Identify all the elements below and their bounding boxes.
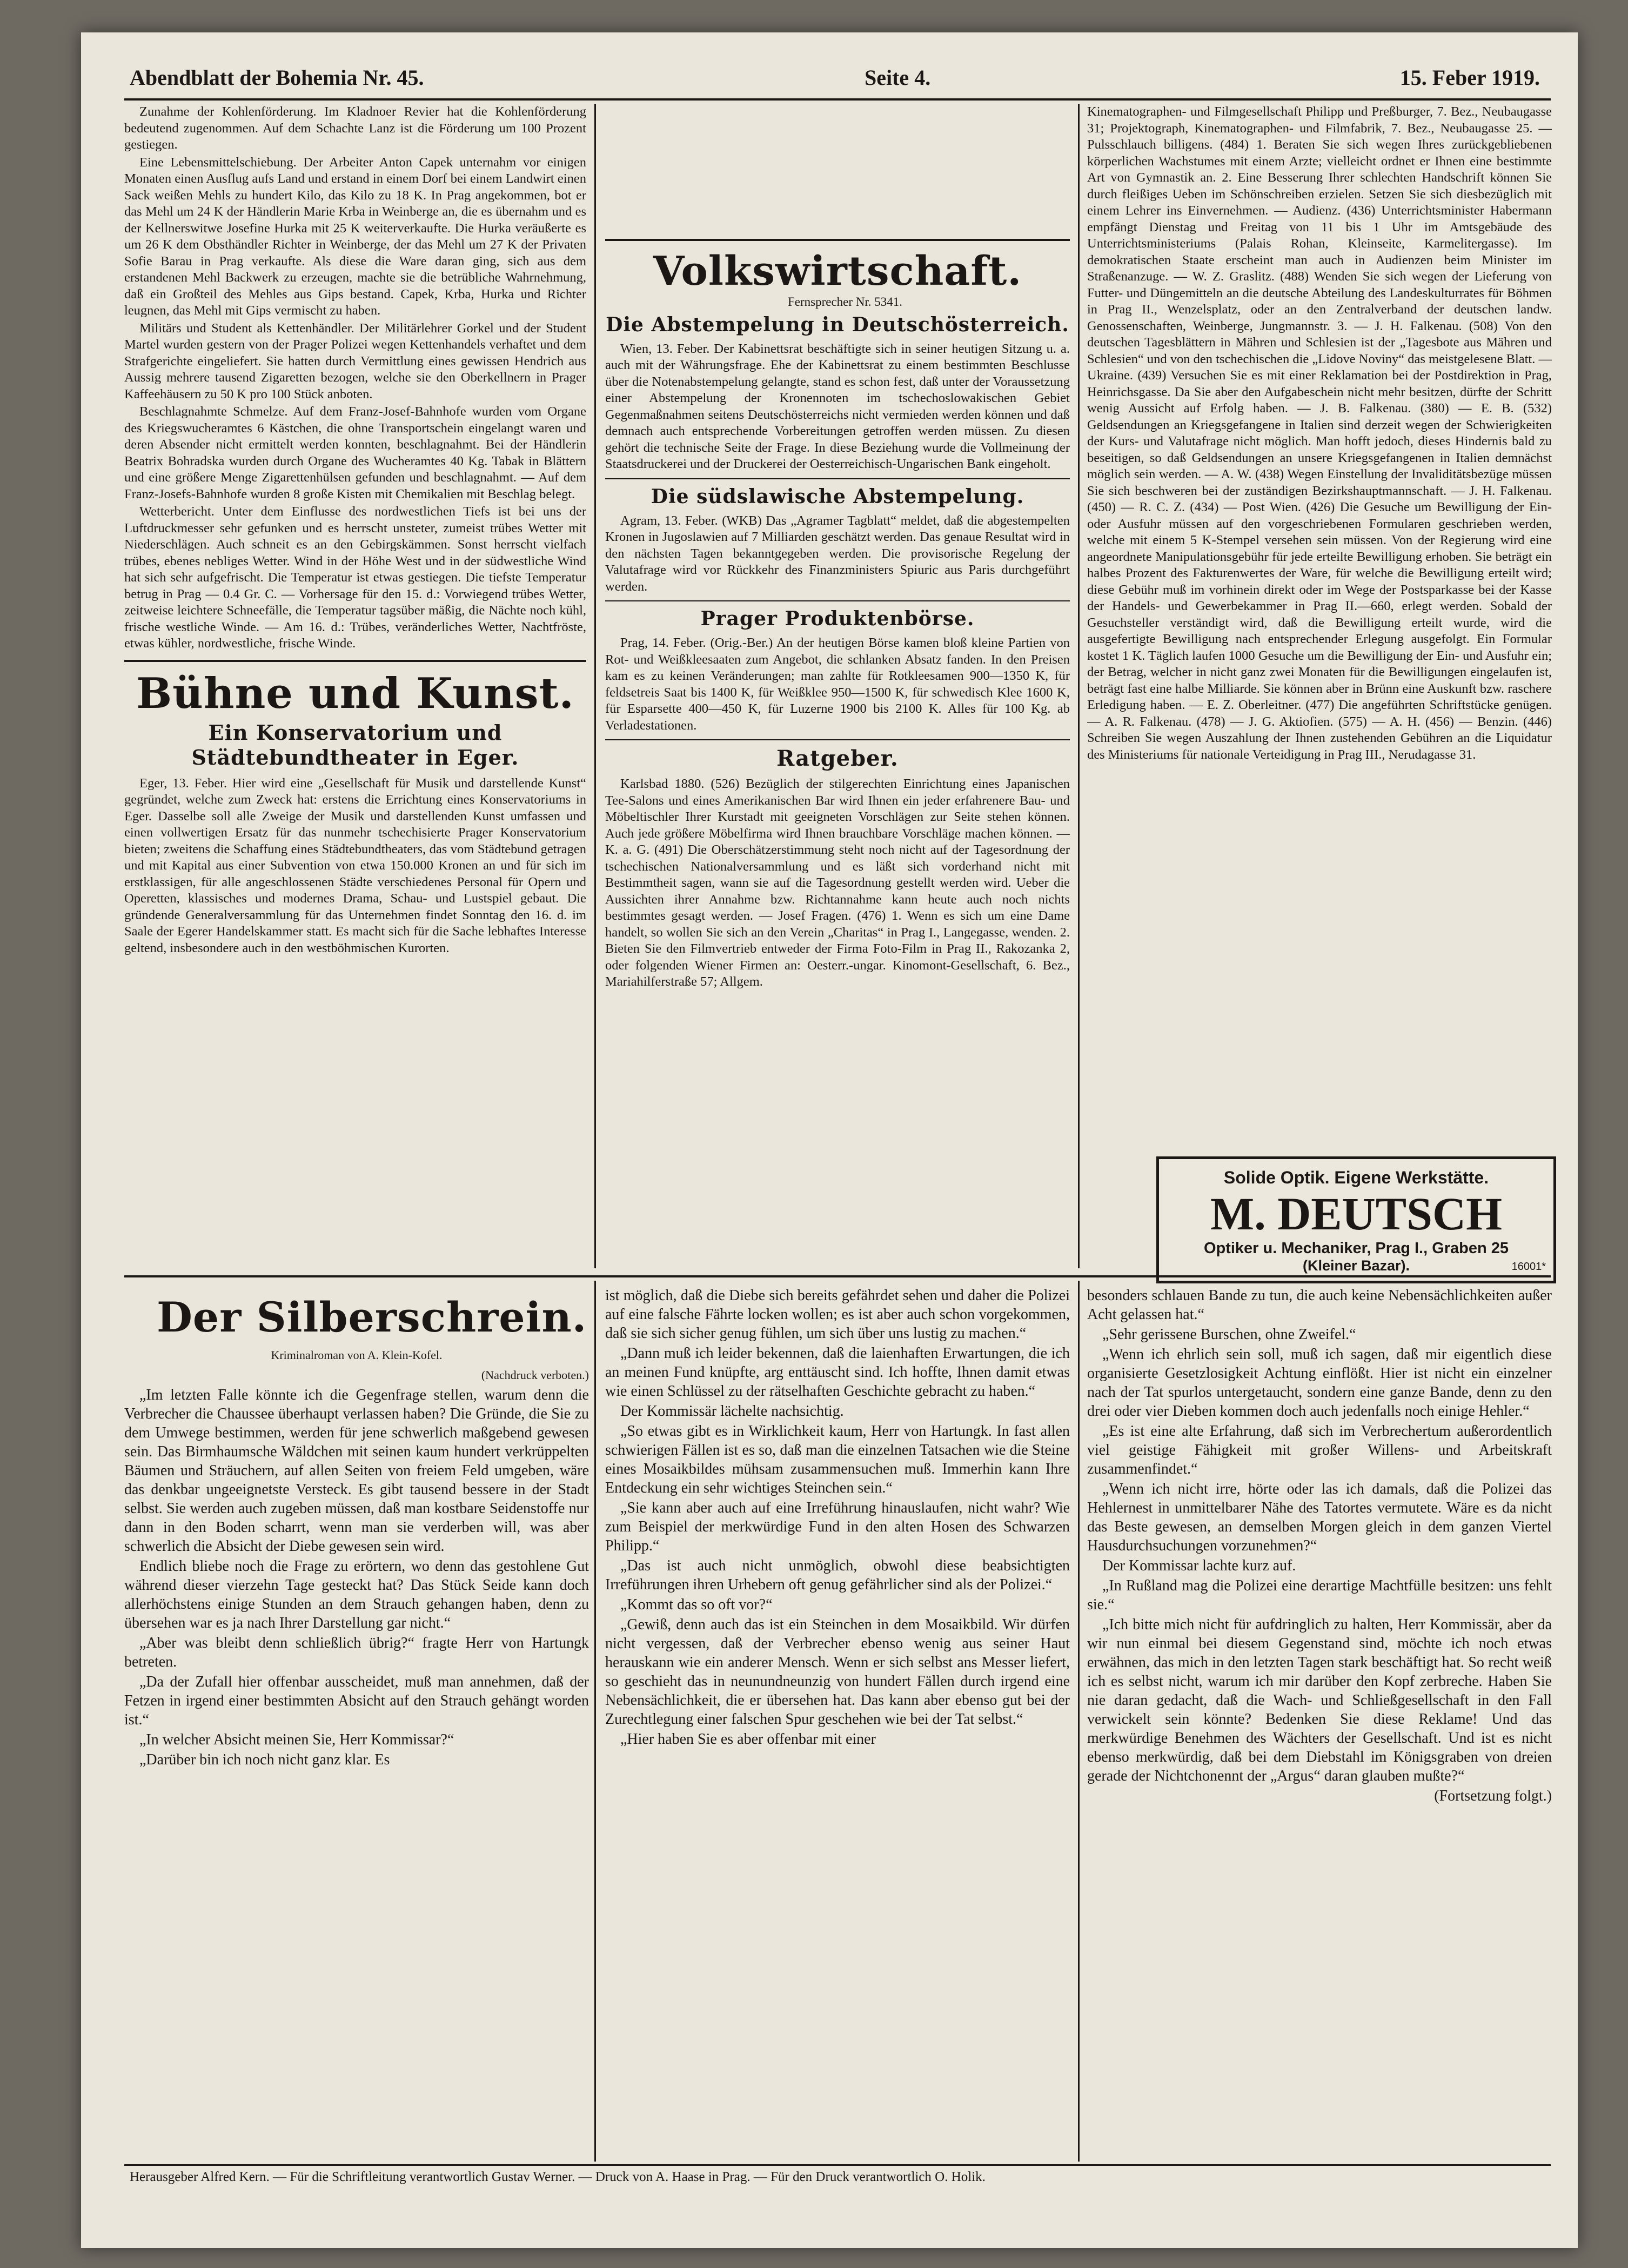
section-rule	[605, 600, 1070, 601]
novel-paragraph: „Wenn ich nicht irre, hörte oder las ich damals, daß die Polizei das Hehlernest in unmittelbarer Nähe des Tatortes vermutete. Wäre es da nicht das Beste gewesen, an demselben Morgen gleich in dem ganzen Viertel Hausdurchsuchungen vorzunehmen?“	[1087, 1481, 1552, 1554]
ad-code: 16001*	[1511, 1261, 1546, 1273]
section-rule	[605, 478, 1070, 479]
article-body: Agram, 13. Feber. (WKB) Das „Agramer Tagblatt“ meldet, daß die abgestempelten Kronen in Jugoslawien auf 7 Milliarden geschätzt werden. Das genaue Resultat wird in den nächsten Tagen bekanntgegeben werden. Die provisorische Regelung der Valutafrage wird vor Rückkehr des Finanzministers Spiuric aus Paris durchgeführt werden.	[605, 513, 1070, 594]
article-body: Prag, 14. Feber. (Orig.-Ber.) An der heutigen Börse kamen bloß kleine Partien von Rot- und Weißkleesaaten zum Angebot, die schlanken Absatz fanden. In den Preisen kam es zu keinen Veränderungen; man zahlte für Rotkleesamen 900—1350 K, für feldsetreis Saat bis 1400 K, für Weißklee 950—1500 K, für schwedisch Klee 1600 K, für Esparsette 400—450 K, für Luzerne 1900 bis 2100 K. Alles für 100 Kg. ab Verladestationen.	[605, 635, 1070, 733]
feuilleton-rule	[124, 1275, 1551, 1277]
news-item: Militärs und Student als Kettenhändler. Der Militärlehrer Gorkel und der Student Martel wurden gestern von der Prager Polizei wegen Kettenhandels verhaftet und dem Strafgerichte eingeliefert. Sie hatten durch Vermittlung eines gewissen Hendrich aus Aussig mehrere tausend Zigaretten bezogen, welche sie den Oberkellnern in Prager Kaffeehäusern zu 50 K pro 100 Stück anboten.	[124, 320, 586, 402]
column-divider	[1078, 104, 1080, 1268]
novel-paragraph: ist möglich, daß die Diebe sich bereits gefährdet sehen und daher die Polizei auf eine falsche Fährte locken wollen; es ist aber auch schon vorgekommen, daß sie sich sicher genug fühlen, um sich über uns lustig zu machen.“	[605, 1287, 1070, 1342]
article-body: Eger, 13. Feber. Hier wird eine „Gesellschaft für Musik und darstellende Kunst“ gegründet, welche zum Zweck hat: erstens die Errichtung eines Konservatoriums in Eger. Dasselbe soll alle Zweige der Musik und darstellenden Kunst umfassen und einen vollwertigen Ersatz für das nunmehr tschechisierte Prager Konservatorium bieten; zweitens die Schaffung eines Städtebundtheaters, das vom Städtebund getragen und mit Kapital aus einer Subvention von etwa 150.000 Kronen an und für sich im erstklassigen, für alle angeschlossenen Städte verschiedenes Personal für Opern und Operetten, klassisches und modernes Drama, Schau- und Lustspiel gebaut. Die gründende Generalversammlung für das Unternehmen findet Sonntag den 16. d. im Saale der Egerer Handelskammer statt. Es macht sich für die Sache lebhaftes Interesse geltend, insbesondere auch in den westböhmischen Kurorten.	[124, 775, 586, 955]
ratgeber-answers: Kinematographen- und Filmgesellschaft Philipp und Preßburger, 7. Bez., Neubaugasse 31; Projektograph, Kinematographen- und Filmfabrik, 7. Bez., Neubaugasse 25. — Pulsschlauch billigens. (484) 1. Beraten Sie sich wegen Ihres zurückgebliebenen körperlichen Wachstumes mit einem Arzte; vielleicht ordnet er Ihnen eine bestimmte Art von Gymnastik an. 2. Eine Besserung Ihrer schlechten Handschrift können Sie durch fleißiges Ueben im Schönschreiben erzielen. Setzen Sie sich diesbezüglich mit einem Lehrer ins Einvernehmen. — Audienz. (436) Unterrichtsminister Habermann empfängt Dienstag und Freitag von 11 bis 1 Uhr im Amtsgebäude des Unterrichtsministeriums (Palais Rohan, Kleinseite, Karmelitergasse). Im demokratischen Staate erscheint man auch in Audienzen beim Minister im Straßenanzuge. — W. Z. Graslitz. (488) Wenden Sie sich wegen der Lieferung von Futter- und Düngemitteln an die deutsche Abteilung des Landeskulturrates für Böhmen in Prag II., Wenzelsplatz, oder an den Zentralverband der deutschen landw. Genossenschaften, Weinberge, Jungmannstr. 3. — J. H. Falkenau. (508) Von den deutschen Tagesblättern in Mähren und Schlesien ist der „Tagesbote aus Mähren und Schlesien“ und von den tschechischen die „Lidove Noviny“ das meistgelesene Blatt. — Ukraine. (439) Versuchen Sie es mit einer Reklamation bei der Postdirektion in Prag, Heinrichsgasse. Da Sie aber den Aufgabeschein nicht mehr besitzen, dürfte der Schritt wenig Aussicht auf Erfolg haben. — J. B. Falkenau. (380) — E. B. (532) Geldsendungen an Kriegsgefangene in Italien sind derzeit wegen der Schwierigkeiten der Kurs- und Valutafrage nicht möglich. Man hofft jedoch, dieses Hindernis bald zu beseitigen, so daß Geldsendungen an unsere Kriegsgefangenen in Italien demnächst möglich sein werden. — A. W. (438) Wegen Einstellung der Invaliditätsbezüge müssen Sie sich beschweren bei der zuständigen Bezirkshauptmannschaft. — J. H. Falkenau. (450) — R. C. Z. (434) — Post Wien. (426) Die Gesuche um Bewilligung der Ein- oder Ausfuhr müssen auf den vorgeschriebenen Formularen geschrieben werden, welche mit einem 5 K-Stempel versehen sein müssen. Von der Regierung wird eine angeordnete Manipulationsgebühr für jede erteilte Bewilligung erhoben. Sie beträgt ein halbes Prozent des Fakturenwertes der Ware, für welche die Bewilligung erteilt wird; diese Gebühr muß im vorhinein direkt oder im Wege der Postsparkasse bei der Kasse der Handels- und Gewerbekammer in Prag II.—660, erlegt werden. Sobald der Gesuchsteller verständigt wird, daß die Bewilligung erteilt wurde, wird die ausgefertigte Bewilligung nach entsprechender Erlegung ausgefolgt. Ein Formular kostet 1 K. Täglich laufen 1000 Gesuche um die Bewilligung der Ein- und Ausfuhr ein; der Betrag, welcher in nicht ganz zwei Monaten für die Bewilligungen eingelaufen ist, beträgt fast eine halbe Milliarde. Sie können aber in Brünn eine Auskunft bzw. raschere Erledigung haben. — E. Z. Oberleitner. (477) Die angeführten Schriftstücke genügen. — A. R. Falkenau. (478) — J. G. Aktiofien. (575) — A. H. (456) — Benzin. (446) Schreiben Sie wegen Auszahlung der Ihnen zustehenden Gebühren an die Liquidatur des Ministeriums für nationale Verteidigung in Prag III., Nerudagasse 31.	[1087, 104, 1552, 762]
novel-paragraph: „Ich bitte mich nicht für aufdringlich zu halten, Herr Kommissär, aber da wir nun einmal bei diesem Gegenstand sind, möchte ich noch etwas erwähnen, das mich in den letzten Tagen stark beschäftigt hat. So recht weiß ich es selbst nicht, warum ich mir darüber den Kopf zerbreche. Haben Sie nie daran gedacht, daß die Wach- und Schließgesellschaft in den Fall verwickelt sein könnte? Bedenken Sie diese Reklame! Und das merkwürdige Benehmen des Wächters der Gesellschaft. Und ist es nicht ebenso merkwürdig, daß bei dem Diebstahl im Königsgraben von dreien gerade der Nichtchonennt der „Argus“ daran glauben mußte?“	[1087, 1616, 1552, 1784]
novel-byline: Kriminalroman von A. Klein-Kofel.	[271, 1348, 443, 1362]
novel-paragraph: „So etwas gibt es in Wirklichkeit kaum, Herr von Hartungk. In fast allen schwierigen Fällen ist es so, daß man die einzelnen Tatsachen wie die Steine eines Mosaikbildes mühsam zusammensuchen muß. Immerhin kann Ihre Entdeckung ein sehr wichtiges Steinchen sein.“	[605, 1423, 1070, 1496]
section-rule	[124, 660, 586, 662]
top-column-2	[605, 104, 1070, 1266]
column-divider	[1078, 1281, 1080, 2162]
novel-paragraph: „Da der Zufall hier offenbar ausscheidet, muß man annehmen, daß der Fetzen in irgend einer bestimmten Absicht auf den Strauch gehängt worden ist.“	[124, 1674, 589, 1728]
ad-slogan: Solide Optik. Eigene Werkstätte.	[1223, 1168, 1489, 1187]
novel-column-2	[605, 1286, 1070, 2162]
newspaper-page	[81, 32, 1578, 2248]
novel-paragraph: „Im letzten Falle könnte ich die Gegenfrage stellen, warum denn die Verbrecher die Chaussee überhaupt verlassen haben? Die Gründe, die Sie zu dem Umwege bestimmen, werden für jene schwerlich maßgebend gewesen sein. Das Birmhaumsche Wäldchen mit seinen kaum hundert verkrüppelten Bäumen und Sträuchern, auf allen Seiten von freiem Feld umgeben, wäre das denkbar ungeeignetste Versteck. Es gibt tausend bessere in der Stadt selbst. Sie werden auch zugeben müssen, daß man kostbare Seidenstoffe nur dann in den Boden scharrt, wenn man sie verderben will, was aber schwerlich die Absicht der Diebe gewesen sein wird.	[124, 1387, 589, 1555]
novel-paragraph: „Kommt das so oft vor?“	[620, 1596, 773, 1613]
novel-paragraph: „In welcher Absicht meinen Sie, Herr Kommissar?“	[139, 1731, 454, 1748]
column-divider	[594, 104, 596, 1268]
article-title-konservatorium: Ein Konservatorium und Städtebundtheater in Eger.	[191, 720, 519, 770]
news-item: Zunahme der Kohlenförderung. Im Kladnoer Revier hat die Kohlenförderung bedeutend zugenommen. Auf dem Schachte Lanz ist die Förderung um 100 Prozent gestiegen.	[124, 104, 586, 152]
novel-paragraph: „Darüber bin ich noch nicht ganz klar. Es	[139, 1751, 390, 1768]
deutsch-optician-ad	[1156, 1156, 1556, 1283]
news-item: Beschlagnahmte Schmelze. Auf dem Franz-Josef-Bahnhofe wurden vom Organe des Kriegswucheramtes 6 Kästchen, die ohne Transportschein eingelangt waren und deren Absender nicht ermittelt werden konnten, beschlagnahmt. Bei der Händlerin Beatrix Bohradska wurden durch Organe des Wucheramtes 40 Kg. Tabak in Blättern und eine größere Menge Zigarettenhülsen gefunden und beschlagnahmt. — Auf dem Franz-Josefs-Bahnhofe wurden 8 große Kisten mit Chemikalien mit Beschlag belegt.	[124, 404, 586, 501]
page-number: Seite 4.	[865, 65, 931, 90]
section-rule	[605, 239, 1070, 241]
novel-column-1	[124, 1286, 589, 2162]
article-title-abstempelung: Die Abstempelung in Deutschösterreich.	[606, 313, 1069, 336]
novel-title: Der Silberschrein.	[157, 1293, 587, 1341]
article-title-ratgeber: Ratgeber.	[776, 746, 899, 771]
novel-paragraph: Der Kommissär lächelte nachsichtig.	[620, 1403, 844, 1420]
section-rule	[605, 739, 1070, 740]
novel-paragraph: „Sie kann aber auch auf eine Irreführung hinauslaufen, nicht wahr? Wie zum Beispiel der merkwürdige Fund in den alten Hosen des Schwarzen Philipp.“	[605, 1500, 1070, 1554]
footer-rule	[124, 2164, 1551, 2166]
article-title-produktenboerse: Prager Produktenbörse.	[700, 607, 975, 630]
paper-title: Abendblatt der Bohemia Nr. 45.	[130, 65, 424, 90]
article-title-suedslawisch: Die südslawische Abstempelung.	[651, 485, 1024, 508]
novel-paragraph: Endlich bliebe noch die Frage zu erörtern, wo denn das gestohlene Gut während dieser vierzehn Tage gesteckt hat? Das Stück Seide kann doch allerhöchstens einige Stunden an dem Strauch gehangen haben, denn zu übersehen war es ja nach Ihrer Darstellung gar nicht.“	[124, 1558, 589, 1631]
imprint-footer: Herausgeber Alfred Kern. — Für die Schriftleitung verantwortlich Gustav Werner. — Druck von A. Haase in Prag. — Für den Druck verantwortlich O. Holik.	[130, 2170, 986, 2184]
novel-paragraph: „Es ist eine alte Erfahrung, daß sich im Verbrechertum außerordentlich viel geistige Fähigkeit mit großer Willens- und Arbeitskraft zusammenfindet.“	[1087, 1423, 1552, 1477]
reprint-note: (Nachdruck verboten.)	[481, 1368, 589, 1382]
news-item: Eine Lebensmittelschiebung. Der Arbeiter Anton Capek unternahm vor einigen Monaten einen Ausflug aufs Land und erstand in einem Dorf bei einem Landwirt einen Sack weißen Mehls zu hundert Kilo, das Kilo zu 18 K. In Prag angekommen, bot er das Mehl um 24 K der Händlerin Marie Krba in Weinberge an, die es übernahm und es der Kellnerswitwe Josefine Hurka mit 25 K weiterverkaufte. Die Hurka veräußerte es um 26 K dem Obsthändler Richter in Weinberge, der das Mehl um 27 K der Privaten Sofie Barau in Prag verkaufte. Als diese die Ware daran ging, sich aus dem erstandenen Mehl Backwerk zu erzeugen, machte sie die betrübliche Wahrnehmung, daß ein Großteil des Mehles aus Gips bestand. Capek, Krba, Hurka und Richter leugnen, das Mehl mit Gips vermischt zu haben.	[124, 155, 586, 318]
novel-column-3	[1087, 1286, 1552, 2162]
page-header	[130, 54, 1540, 97]
column-divider	[594, 1281, 596, 2162]
novel-paragraph: „Aber was bleibt denn schließlich übrig?“ fragte Herr von Hartungk betreten.	[124, 1635, 589, 1670]
novel-paragraph: besonders schlauen Bande zu tun, die auch keine Nebensächlichkeiten außer Acht gelassen hat.“	[1087, 1287, 1552, 1323]
novel-paragraph: Der Kommissar lachte kurz auf.	[1102, 1557, 1296, 1574]
ad-company-name: M. DEUTSCH	[1210, 1188, 1502, 1240]
news-item: Wetterbericht. Unter dem Einflusse des nordwestlichen Tiefs ist bei uns der Luftdruckmesser sehr gefunken und es herrscht unsteter, zumeist trübes Wetter mit Niederschlägen. Auch schneit es an den Gebirgskämmen. Sonst herrscht vielfach trübes, ebenes nebliges Wetter. Wind in der Höhe West und in der südwestliche Wind hat sich sehr aufgefrischt. Die Temperatur ist etwas gestiegen. Die tiefste Temperatur betrug in Prag — 0.4 Gr. C. — Vorhersage für den 15. d.: Vorwiegend trübes Wetter, zeitweise leichtere Schneefälle, die Temperatur tagsüber mäßig, die Nächte noch kühl, frische westliche Winde. — Am 16. d.: Trübes, veränderliches Wetter, Nachtfröste, etwas kühler, nordwestliche, frische Winde.	[124, 504, 586, 651]
novel-paragraph: „Hier haben Sie es aber offenbar mit einer	[620, 1731, 876, 1748]
novel-paragraph: „Das ist auch nicht unmöglich, obwohl diese beabsichtigten Irreführungen ihren Urhebern oft genug gefährlicher sind als der Polizei.“	[605, 1557, 1070, 1593]
issue-date: 15. Feber 1919.	[1399, 65, 1540, 90]
top-column-1	[124, 104, 586, 1266]
novel-paragraph: „In Rußland mag die Polizei eine derartige Machtfülle besitzen: uns fehlt sie.“	[1087, 1577, 1552, 1613]
novel-paragraph: „Sehr gerissene Burschen, ohne Zweifel.“	[1102, 1326, 1356, 1343]
article-body: Karlsbad 1880. (526) Bezüglich der stilgerechten Einrichtung eines Japanischen Tee-Salons und eines Amerikanischen Bar wird Ihnen ein jeder erfahrenere Bau- und Möbeltischler Ihrer Kurstadt mit geeigneten Vorschlägen zur Seite stehen können. Auch jede größere Möbelfirma wird Ihnen brauchbare Vorschläge machen können. — K. a. G. (491) Die Oberschätzerstimmung steht noch nicht auf der Tagesordnung der tschechischen Nationalversammlung und es läßt sich vorderhand nicht mit Bestimmtheit sagen, wann sie auf die Tagesordnung gestellt werden wird. Ueber die Aussichten ihrer Annahme bzw. Richtannahme kann heute auch noch nichts bestimmtes gesagt werden. — Josef Fragen. (476) 1. Wenn es sich um eine Dame handelt, so wollen Sie sich an den Verein „Charitas“ in Prag I., Langegasse, wenden. 2. Bieten Sie den Filmvertrieb entweder der Firma Foto-Film in Prag II., Rakozanka 2, oder folgenden Wiener Firmen an: Oesterr.-ungar. Kinomont-Gesellschaft, 6. Bez., Mariahilferstraße 57; Allgem.	[605, 777, 1070, 989]
header-rule	[124, 98, 1551, 101]
article-body: Wien, 13. Feber. Der Kabinettsrat beschäftigte sich in seiner heutigen Sitzung u. a. auch mit der Währungsfrage. Ehe der Kabinettsrat zu einem bestimmten Beschlusse über die Notenabstempelung gelangte, stand es schon fest, daß unter der Voraussetzung einer Abstempelung der Kronennoten im tschechoslowakischen Gebiet Gegenmaßnahmen seitens Deutschösterreichs nicht vermieden werden können und daß demnach auch entsprechende Vorbereitungen getroffen werden müssen. Zu diesen gehört die technische Seite der Frage. In diese Beziehung wurde die Vollmeinung der Staatsdruckerei und der Druckerei der Oesterreichisch-Ungarischen Bank eingeholt.	[605, 341, 1070, 471]
novel-paragraph: „Wenn ich ehrlich sein soll, muß ich sagen, daß mir eigentlich diese organisierte Gesetzlosigkeit Achtung einflößt. Hier ist nicht ein einzelner nach der Tat spurlos untergetaucht, sondern eine ganze Bande, denn zu den drei oder vier Dieben kommen doch auch jedenfalls noch einige Hehler.“	[1087, 1346, 1552, 1420]
section-title-volkswirtschaft: Volkswirtschaft.	[653, 248, 1022, 295]
section-title-buehne: Bühne und Kunst.	[136, 668, 574, 718]
continuation-note: (Fortsetzung folgt.)	[1434, 1788, 1552, 1804]
novel-paragraph: „Dann muß ich leider bekennen, daß die laienhaften Erwartungen, die ich an meinen Fund knüpfte, arg enttäuscht sind. Ich hoffte, Ihnen damit etwas wie einen Schlüssel zu der rätselhaften Geschichte gebracht zu haben.“	[605, 1345, 1070, 1400]
top-column-3	[1087, 104, 1552, 1141]
ad-address: Optiker u. Mechaniker, Prag I., Graben 25	[1203, 1240, 1509, 1257]
phone-number: Fernsprecher Nr. 5341.	[787, 295, 903, 309]
novel-paragraph: „Gewiß, denn auch das ist ein Steinchen in dem Mosaikbild. Wir dürfen nicht vergessen, daß der Verbrecher ebenso wenig aus seiner Haut herauskann wie ein anderer Mensch. Wenn er sich selbst ans Messer liefert, so geschieht das in neunundneunzig von hundert Fällen durch irgend eine Nebensächlichkeit, die er übersehen hat. Das kann aber ebenso gut bei der Zurechtlegung einer falschen Spur geschehen wie bei der Tat selbst.“	[605, 1616, 1070, 1728]
ad-location: (Kleiner Bazar).	[1302, 1257, 1410, 1274]
